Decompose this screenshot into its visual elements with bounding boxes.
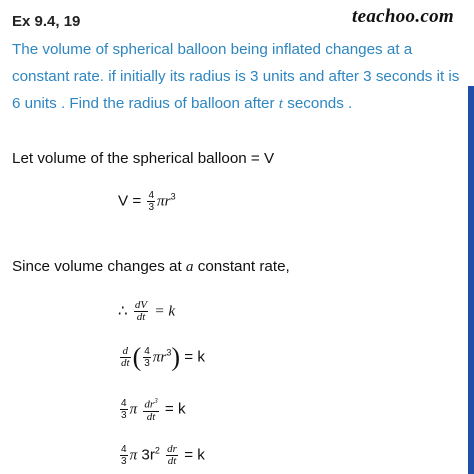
volume-lhs: V = [118, 192, 142, 210]
step4-fraction: $\frac{4}{3}$ [121, 444, 127, 467]
question-part2: seconds . [283, 95, 353, 112]
rate-equation [118, 300, 175, 323]
question-part1: The volume of spherical balloon being inflated changes at a constant rate. if initially its radius is 3 units and after 3 seconds it is 6 units . Find the radius of balloon after [12, 41, 460, 112]
side-accent-bar [468, 86, 474, 474]
step4-equation: $\frac{4}{3}$ π $3r^2$ $\frac{dr}{dt}$ = k [121, 443, 205, 467]
exercise-label: Ex 9.4, 19 [12, 13, 81, 30]
dv-dt-fraction: $\frac{dV}{dt}$ [134, 299, 148, 323]
rate-rhs: = k [154, 302, 176, 320]
deriv-rhs: = k [184, 348, 205, 366]
volume-pi-r: πr [157, 192, 171, 210]
solution-line-2: Since volume changes at a constant rate, [12, 258, 290, 275]
volume-formula [118, 190, 176, 213]
line2-variable: a [185, 258, 194, 275]
step3-rhs: = k [164, 400, 186, 418]
dr3-dt-fraction: $\frac{dr^3}{dt}$ [144, 397, 158, 423]
step4-rhs: = k [184, 446, 205, 464]
step3-equation: $\frac{4}{3}$ π $\frac{dr^3}{dt}$ = k [121, 397, 186, 423]
dr-dt-fraction: $\frac{dr}{dt}$ [167, 443, 177, 467]
question-text [12, 36, 460, 117]
question-variable: t [278, 95, 284, 112]
step3-fraction: $\frac{4}{3}$ [121, 397, 127, 421]
solution-line-1: Let volume of the spherical balloon = V [12, 150, 275, 167]
volume-exponent: 3 [170, 191, 176, 202]
volume-fraction: $\frac{4}{3}$ [148, 190, 155, 213]
brand-logo: teachoo.com [352, 6, 454, 27]
d-dt-operator: $\frac{d}{dt}$ [121, 345, 130, 369]
derivative-equation: $\frac{d}{dt}$ ( $\frac{4}{3}$ $\pi r^3) = k$ [121, 342, 205, 372]
deriv-fraction: $\frac{4}{3}$ [144, 346, 150, 369]
therefore-symbol: ∴ [118, 302, 128, 320]
